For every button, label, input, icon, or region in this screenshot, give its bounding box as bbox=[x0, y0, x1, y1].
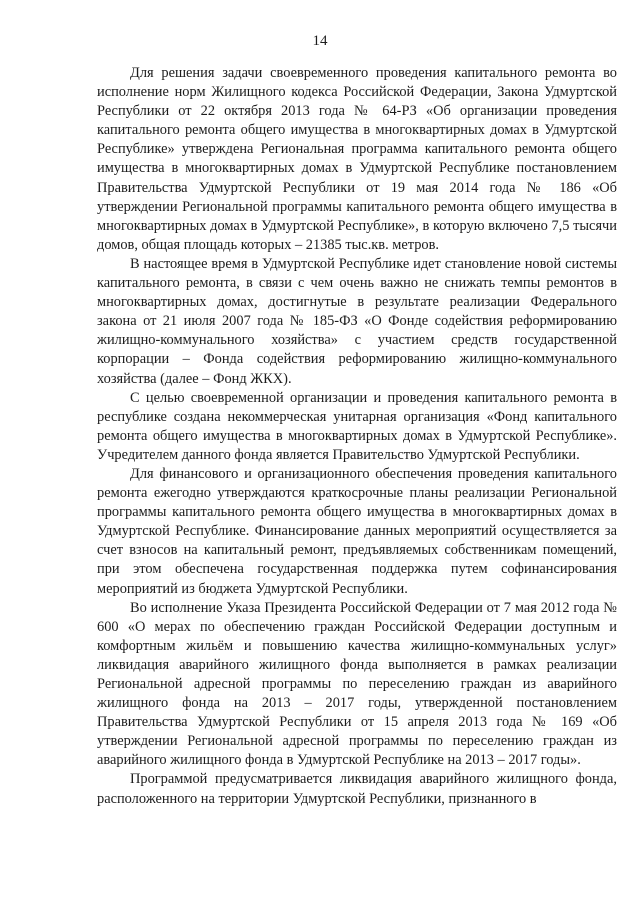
document-body bbox=[97, 64, 617, 809]
page-number: 14 bbox=[312, 33, 328, 49]
paragraph: Во исполнение Указа Президента Российской Федерации от 7 мая 2012 года № 600 «О мерах по обеспечению граждан Российской Федерации доступным и комфортным жильём и повышению качества жилищно-коммунальных услуг» ликвидация аварийного жилищного фонда выполняется в рамках реализации Региональной адресной программы по переселению граждан из аварийного жилищного фонда на 2013 – 2017 годы, утвержденной постановлением Правительства Удмуртской Республики от 15 апреля 2013 года № 169 «Об утверждении Региональной адресной программы по переселению граждан из аварийного жилищного фонда в Удмуртской Республике на 2013 – 2017 годы». bbox=[97, 599, 617, 769]
paragraph: Для решения задачи своевременного проведения капитального ремонта во исполнение норм Жилищного кодекса Российской Федерации, Закона Удмуртской Республики от 22 октября 2013 года № 64-РЗ «Об организации проведения капитального ремонта общего имущества в многоквартирных домах в Удмуртской Республике» утверждена Региональная программа капитального ремонта общего имущества в многоквартирных домах в Удмуртской Республике постановлением Правительства Удмуртской Республики от 19 мая 2014 года № 186 «Об утверждении Региональной программы капитального ремонта общего имущества в многоквартирных домах в Удмуртской Республике», в которую включено 7,5 тысячи домов, общая площадь которых – 21385 тыс.кв. метров. bbox=[97, 65, 617, 253]
paragraph: С целью своевременной организации и проведения капитального ремонта в республике создана некоммерческая унитарная организация «Фонд капитального ремонта общего имущества в многоквартирных домах в Удмуртской Республике». Учредителем данного фонда является Правительство Удмуртской Республики. bbox=[97, 389, 617, 463]
paragraph: В настоящее время в Удмуртской Республике идет становление новой системы капитального ремонта, в связи с чем очень важно не снижать темпы ремонтов в многоквартирных домах, достигнутые в результате реализации Федерального закона от 21 июля 2007 года № 185-ФЗ «О Фонде содействия реформированию жилищно-коммунального хозяйства» с участием средств государственной корпорации – Фонда содействия реформированию жилищно-коммунального хозяйства (далее – Фонд ЖКХ). bbox=[97, 255, 617, 387]
paragraph: Программой предусматривается ликвидация аварийного жилищного фонда, расположенного на территории Удмуртской Республики, признанного в bbox=[97, 771, 617, 807]
paragraph: Для финансового и организационного обеспечения проведения капитального ремонта ежегодно утверждаются краткосрочные планы реализации Региональной программы капитального ремонта общего имущества в многоквартирных домах в Удмуртской Республике. Финансирование данных мероприятий осуществляется за счет взносов на капитальный ремонт, предъявляемых собственникам помещений, при этом обеспечена государственная поддержка путем софинансирования мероприятий из бюджета Удмуртской Республики. bbox=[97, 465, 617, 597]
